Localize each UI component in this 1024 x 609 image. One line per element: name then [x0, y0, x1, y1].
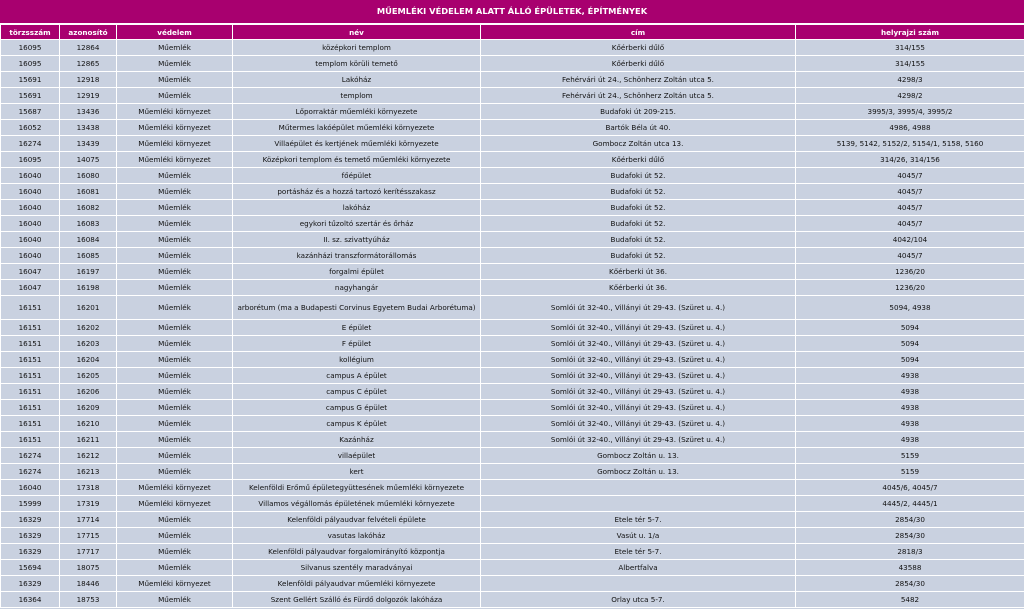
cell-azonosito: 18075	[60, 560, 117, 576]
cell-azonosito: 16198	[60, 280, 117, 296]
table-row	[1, 296, 1024, 320]
cell-helyrajzi-szam: 4938	[796, 368, 1024, 384]
header-row	[1, 25, 1024, 40]
cell-azonosito: 16206	[60, 384, 117, 400]
cell-vedelem: Műemlék	[117, 512, 233, 528]
cell-helyrajzi-szam: 5159	[796, 464, 1024, 480]
cell-cim: Kőérberki út 36.	[481, 264, 796, 280]
cell-cim: Gombocz Zoltán utca 13.	[481, 136, 796, 152]
table-row	[1, 496, 1024, 512]
cell-torzsszam: 15999	[1, 496, 60, 512]
cell-vedelem: Műemlék	[117, 544, 233, 560]
cell-cim: Somlói út 32-40., Villányi út 29-43. (Szüret u. 4.)	[481, 352, 796, 368]
cell-helyrajzi-szam: 314/26, 314/156	[796, 152, 1024, 168]
cell-torzsszam: 16095	[1, 152, 60, 168]
cell-helyrajzi-szam: 1236/20	[796, 264, 1024, 280]
table-row	[1, 592, 1024, 608]
cell-torzsszam: 16364	[1, 592, 60, 608]
table-row	[1, 528, 1024, 544]
table-row	[1, 72, 1024, 88]
cell-nev: nagyhangár	[233, 280, 481, 296]
cell-vedelem: Műemlék	[117, 40, 233, 56]
cell-helyrajzi-szam: 4938	[796, 400, 1024, 416]
cell-torzsszam: 16040	[1, 184, 60, 200]
cell-azonosito: 16082	[60, 200, 117, 216]
cell-azonosito: 16085	[60, 248, 117, 264]
cell-nev: Villaépület és kertjének műemléki környezete	[233, 136, 481, 152]
cell-helyrajzi-szam: 1236/20	[796, 280, 1024, 296]
cell-azonosito: 16210	[60, 416, 117, 432]
cell-helyrajzi-szam: 2854/30	[796, 528, 1024, 544]
cell-cim: Orlay utca 5-7.	[481, 592, 796, 608]
table-row	[1, 280, 1024, 296]
cell-helyrajzi-szam: 4938	[796, 384, 1024, 400]
cell-vedelem: Műemléki környezet	[117, 496, 233, 512]
cell-nev: középkori templom	[233, 40, 481, 56]
cell-cim: Budafoki út 52.	[481, 168, 796, 184]
cell-cim: Budafoki út 209-215.	[481, 104, 796, 120]
cell-nev: kazánházi transzformátorállomás	[233, 248, 481, 264]
cell-azonosito: 16209	[60, 400, 117, 416]
cell-azonosito: 16080	[60, 168, 117, 184]
table-row	[1, 400, 1024, 416]
monument-table	[0, 24, 1024, 608]
cell-torzsszam: 16040	[1, 216, 60, 232]
table-row	[1, 152, 1024, 168]
cell-torzsszam: 16151	[1, 320, 60, 336]
cell-torzsszam: 15694	[1, 560, 60, 576]
cell-cim: Albertfalva	[481, 560, 796, 576]
cell-vedelem: Műemlék	[117, 280, 233, 296]
cell-cim: Fehérvári út 24., Schönherz Zoltán utca 5.	[481, 88, 796, 104]
table-row	[1, 368, 1024, 384]
cell-vedelem: Műemlék	[117, 216, 233, 232]
cell-nev: forgalmi épület	[233, 264, 481, 280]
cell-helyrajzi-szam: 2818/3	[796, 544, 1024, 560]
cell-torzsszam: 16329	[1, 544, 60, 560]
cell-nev: II. sz. szivattyúház	[233, 232, 481, 248]
cell-torzsszam: 16040	[1, 480, 60, 496]
cell-nev: campus K épület	[233, 416, 481, 432]
cell-cim: Fehérvári út 24., Schönherz Zoltán utca 5.	[481, 72, 796, 88]
cell-helyrajzi-szam: 4045/7	[796, 216, 1024, 232]
table-row	[1, 232, 1024, 248]
cell-torzsszam: 16329	[1, 576, 60, 592]
cell-helyrajzi-szam: 5159	[796, 448, 1024, 464]
table-row	[1, 576, 1024, 592]
col-header-azonosito: azonosító	[60, 25, 117, 40]
cell-helyrajzi-szam: 4986, 4988	[796, 120, 1024, 136]
cell-helyrajzi-szam: 4045/7	[796, 200, 1024, 216]
cell-helyrajzi-szam: 3995/3, 3995/4, 3995/2	[796, 104, 1024, 120]
cell-nev: Kelenföldi pályaudvar műemléki környezete	[233, 576, 481, 592]
cell-vedelem: Műemlék	[117, 528, 233, 544]
cell-azonosito: 13439	[60, 136, 117, 152]
cell-cim: Somlói út 32-40., Villányi út 29-43. (Szüret u. 4.)	[481, 432, 796, 448]
table-row	[1, 432, 1024, 448]
cell-vedelem: Műemlék	[117, 464, 233, 480]
cell-cim: Etele tér 5-7.	[481, 512, 796, 528]
cell-nev: Kelenföldi Erőmű épületegyüttesének műemléki környezete	[233, 480, 481, 496]
cell-azonosito: 17319	[60, 496, 117, 512]
cell-torzsszam: 16329	[1, 528, 60, 544]
cell-azonosito: 12918	[60, 72, 117, 88]
cell-torzsszam: 16151	[1, 296, 60, 320]
cell-nev: campus A épület	[233, 368, 481, 384]
table-row	[1, 168, 1024, 184]
cell-vedelem: Műemlék	[117, 232, 233, 248]
cell-azonosito: 16203	[60, 336, 117, 352]
cell-torzsszam: 16095	[1, 40, 60, 56]
table-row	[1, 216, 1024, 232]
cell-vedelem: Műemlék	[117, 560, 233, 576]
table-row	[1, 320, 1024, 336]
cell-vedelem: Műemléki környezet	[117, 576, 233, 592]
cell-torzsszam: 16151	[1, 432, 60, 448]
cell-cim: Etele tér 5-7.	[481, 544, 796, 560]
cell-cim: Kőérberki út 36.	[481, 280, 796, 296]
cell-cim: Gombocz Zoltán u. 13.	[481, 464, 796, 480]
cell-nev: kert	[233, 464, 481, 480]
cell-nev: villaépület	[233, 448, 481, 464]
cell-cim	[481, 496, 796, 512]
cell-vedelem: Műemlék	[117, 336, 233, 352]
cell-vedelem: Műemlék	[117, 416, 233, 432]
cell-azonosito: 16212	[60, 448, 117, 464]
table-row	[1, 200, 1024, 216]
cell-azonosito: 16201	[60, 296, 117, 320]
cell-cim: Somlói út 32-40., Villányi út 29-43. (Szüret u. 4.)	[481, 296, 796, 320]
table-row	[1, 384, 1024, 400]
cell-helyrajzi-szam: 314/155	[796, 40, 1024, 56]
cell-helyrajzi-szam: 4298/3	[796, 72, 1024, 88]
table-row	[1, 248, 1024, 264]
cell-vedelem: Műemlék	[117, 200, 233, 216]
cell-vedelem: Műemlék	[117, 400, 233, 416]
cell-azonosito: 16205	[60, 368, 117, 384]
cell-vedelem: Műemléki környezet	[117, 104, 233, 120]
cell-azonosito: 18753	[60, 592, 117, 608]
cell-torzsszam: 16151	[1, 400, 60, 416]
cell-helyrajzi-szam: 5139, 5142, 5152/2, 5154/1, 5158, 5160	[796, 136, 1024, 152]
table-row	[1, 448, 1024, 464]
cell-torzsszam: 16040	[1, 232, 60, 248]
cell-cim	[481, 576, 796, 592]
cell-helyrajzi-szam: 4045/6, 4045/7	[796, 480, 1024, 496]
cell-torzsszam: 16040	[1, 200, 60, 216]
cell-cim: Budafoki út 52.	[481, 248, 796, 264]
cell-helyrajzi-szam: 2854/30	[796, 576, 1024, 592]
col-header-helyrajzi-szam: helyrajzi szám	[796, 25, 1024, 40]
cell-cim: Budafoki út 52.	[481, 200, 796, 216]
cell-torzsszam: 16095	[1, 56, 60, 72]
cell-helyrajzi-szam: 43588	[796, 560, 1024, 576]
cell-torzsszam: 16151	[1, 416, 60, 432]
cell-vedelem: Műemlék	[117, 368, 233, 384]
cell-azonosito: 16211	[60, 432, 117, 448]
cell-azonosito: 16197	[60, 264, 117, 280]
col-header-torzsszam: törzsszám	[1, 25, 60, 40]
cell-helyrajzi-szam: 4445/2, 4445/1	[796, 496, 1024, 512]
cell-nev: vasutas lakóház	[233, 528, 481, 544]
cell-cim: Somlói út 32-40., Villányi út 29-43. (Szüret u. 4.)	[481, 400, 796, 416]
cell-helyrajzi-szam: 5094	[796, 336, 1024, 352]
cell-torzsszam: 16151	[1, 384, 60, 400]
table-row	[1, 336, 1024, 352]
cell-azonosito: 16213	[60, 464, 117, 480]
cell-torzsszam: 16151	[1, 368, 60, 384]
cell-azonosito: 13436	[60, 104, 117, 120]
cell-vedelem: Műemlék	[117, 320, 233, 336]
cell-vedelem: Műemlék	[117, 56, 233, 72]
table-row	[1, 560, 1024, 576]
cell-nev: kollégium	[233, 352, 481, 368]
col-header-nev: név	[233, 25, 481, 40]
table-row	[1, 480, 1024, 496]
cell-helyrajzi-szam: 314/155	[796, 56, 1024, 72]
cell-helyrajzi-szam: 5482	[796, 592, 1024, 608]
cell-azonosito: 18446	[60, 576, 117, 592]
cell-cim: Somlói út 32-40., Villányi út 29-43. (Szüret u. 4.)	[481, 336, 796, 352]
table-row	[1, 136, 1024, 152]
cell-vedelem: Műemlék	[117, 88, 233, 104]
cell-nev: templom körüli temető	[233, 56, 481, 72]
table-row	[1, 416, 1024, 432]
cell-nev: campus C épület	[233, 384, 481, 400]
cell-vedelem: Műemléki környezet	[117, 120, 233, 136]
cell-nev: arborétum (ma a Budapesti Corvinus Egyetem Budai Arborétuma)	[233, 296, 481, 320]
cell-cim: Somlói út 32-40., Villányi út 29-43. (Szüret u. 4.)	[481, 384, 796, 400]
cell-azonosito: 14075	[60, 152, 117, 168]
table-row	[1, 184, 1024, 200]
cell-cim: Somlói út 32-40., Villányi út 29-43. (Szüret u. 4.)	[481, 320, 796, 336]
cell-nev: Lőporraktár műemléki környezete	[233, 104, 481, 120]
cell-torzsszam: 16151	[1, 352, 60, 368]
cell-vedelem: Műemlék	[117, 264, 233, 280]
cell-azonosito: 13438	[60, 120, 117, 136]
table-row	[1, 544, 1024, 560]
table-title: MŰEMLÉKI VÉDELEM ALATT ÁLLÓ ÉPÜLETEK, ÉPÍTMÉNYEK	[0, 0, 1024, 24]
cell-torzsszam: 15691	[1, 88, 60, 104]
cell-torzsszam: 16274	[1, 464, 60, 480]
cell-torzsszam: 15691	[1, 72, 60, 88]
cell-helyrajzi-szam: 4938	[796, 432, 1024, 448]
col-header-vedelem: védelem	[117, 25, 233, 40]
cell-helyrajzi-szam: 4042/104	[796, 232, 1024, 248]
cell-cim: Kőérberki dűlő	[481, 40, 796, 56]
table-row	[1, 40, 1024, 56]
cell-cim: Bartók Béla út 40.	[481, 120, 796, 136]
col-header-cim: cím	[481, 25, 796, 40]
cell-helyrajzi-szam: 4938	[796, 416, 1024, 432]
table-row	[1, 464, 1024, 480]
cell-nev: templom	[233, 88, 481, 104]
cell-cim: Budafoki út 52.	[481, 216, 796, 232]
cell-nev: Silvanus szentély maradványai	[233, 560, 481, 576]
cell-nev: Villamos végállomás épületének műemléki környezete	[233, 496, 481, 512]
cell-azonosito: 16204	[60, 352, 117, 368]
cell-helyrajzi-szam: 4045/7	[796, 168, 1024, 184]
cell-vedelem: Műemlék	[117, 592, 233, 608]
cell-nev: Kazánház	[233, 432, 481, 448]
cell-torzsszam: 15687	[1, 104, 60, 120]
cell-cim: Gombocz Zoltán u. 13.	[481, 448, 796, 464]
cell-azonosito: 16083	[60, 216, 117, 232]
cell-azonosito: 12864	[60, 40, 117, 56]
cell-azonosito: 12865	[60, 56, 117, 72]
cell-azonosito: 17715	[60, 528, 117, 544]
cell-vedelem: Műemlék	[117, 352, 233, 368]
cell-azonosito: 17318	[60, 480, 117, 496]
cell-torzsszam: 16047	[1, 280, 60, 296]
cell-torzsszam: 16040	[1, 168, 60, 184]
table-row	[1, 264, 1024, 280]
table-row	[1, 56, 1024, 72]
table-row	[1, 88, 1024, 104]
cell-cim: Kőérberki dűlő	[481, 56, 796, 72]
cell-torzsszam: 16052	[1, 120, 60, 136]
cell-nev: Lakóház	[233, 72, 481, 88]
cell-torzsszam: 16040	[1, 248, 60, 264]
cell-helyrajzi-szam: 4298/2	[796, 88, 1024, 104]
cell-azonosito: 17717	[60, 544, 117, 560]
cell-nev: E épület	[233, 320, 481, 336]
cell-vedelem: Műemlék	[117, 448, 233, 464]
cell-azonosito: 16084	[60, 232, 117, 248]
cell-vedelem: Műemléki környezet	[117, 152, 233, 168]
cell-helyrajzi-szam: 5094	[796, 352, 1024, 368]
cell-nev: lakóház	[233, 200, 481, 216]
cell-nev: campus G épület	[233, 400, 481, 416]
cell-cim: Kőérberki dűlő	[481, 152, 796, 168]
cell-vedelem: Műemlék	[117, 184, 233, 200]
cell-vedelem: Műemléki környezet	[117, 480, 233, 496]
cell-helyrajzi-szam: 5094, 4938	[796, 296, 1024, 320]
cell-azonosito: 16081	[60, 184, 117, 200]
cell-torzsszam: 16274	[1, 448, 60, 464]
cell-cim	[481, 480, 796, 496]
cell-vedelem: Műemlék	[117, 72, 233, 88]
cell-cim: Somlói út 32-40., Villányi út 29-43. (Szüret u. 4.)	[481, 368, 796, 384]
table-row	[1, 120, 1024, 136]
cell-nev: F épület	[233, 336, 481, 352]
cell-nev: Kelenföldi pályaudvar forgalomirányító központja	[233, 544, 481, 560]
cell-vedelem: Műemlék	[117, 296, 233, 320]
cell-torzsszam: 16329	[1, 512, 60, 528]
cell-helyrajzi-szam: 4045/7	[796, 184, 1024, 200]
cell-torzsszam: 16047	[1, 264, 60, 280]
cell-torzsszam: 16151	[1, 336, 60, 352]
table-row	[1, 512, 1024, 528]
cell-helyrajzi-szam: 5094	[796, 320, 1024, 336]
cell-nev: főépület	[233, 168, 481, 184]
table-row	[1, 352, 1024, 368]
cell-vedelem: Műemléki környezet	[117, 136, 233, 152]
cell-nev: egykori tűzoltó szertár és őrház	[233, 216, 481, 232]
cell-vedelem: Műemlék	[117, 248, 233, 264]
cell-cim: Budafoki út 52.	[481, 232, 796, 248]
cell-cim: Somlói út 32-40., Villányi út 29-43. (Szüret u. 4.)	[481, 416, 796, 432]
cell-cim: Vasút u. 1/a	[481, 528, 796, 544]
cell-nev: portásház és a hozzá tartozó kerítésszakasz	[233, 184, 481, 200]
cell-azonosito: 17714	[60, 512, 117, 528]
table-row	[1, 104, 1024, 120]
cell-vedelem: Műemlék	[117, 384, 233, 400]
cell-nev: Középkori templom és temető műemléki környezete	[233, 152, 481, 168]
cell-azonosito: 12919	[60, 88, 117, 104]
cell-vedelem: Műemlék	[117, 168, 233, 184]
cell-vedelem: Műemlék	[117, 432, 233, 448]
cell-cim: Budafoki út 52.	[481, 184, 796, 200]
cell-nev: Műtermes lakóépület műemléki környezete	[233, 120, 481, 136]
cell-helyrajzi-szam: 4045/7	[796, 248, 1024, 264]
cell-azonosito: 16202	[60, 320, 117, 336]
cell-nev: Szent Gellért Szálló és Fürdő dolgozók lakóháza	[233, 592, 481, 608]
cell-helyrajzi-szam: 2854/30	[796, 512, 1024, 528]
cell-nev: Kelenföldi pályaudvar felvételi épülete	[233, 512, 481, 528]
cell-torzsszam: 16274	[1, 136, 60, 152]
